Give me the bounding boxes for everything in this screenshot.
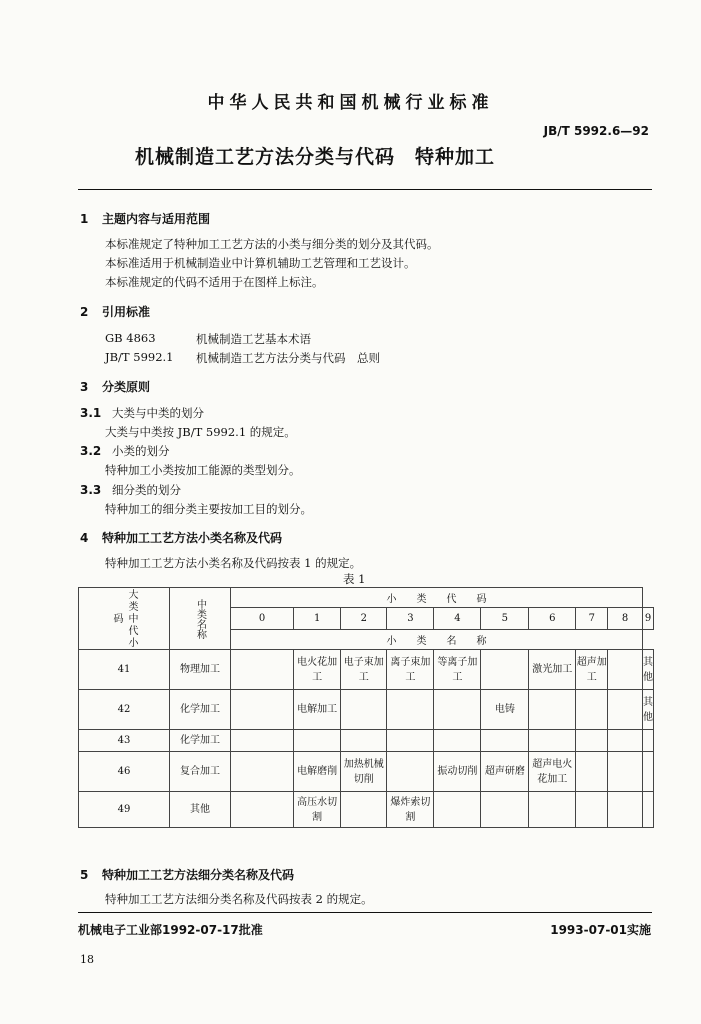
subclass-cell bbox=[434, 690, 481, 730]
row-code: 42 bbox=[79, 690, 170, 730]
subclass-cell bbox=[231, 752, 294, 792]
row-middle-class-name: 物理加工 bbox=[170, 650, 231, 690]
reference-name: 机械制造工艺方法分类与代码 总则 bbox=[196, 351, 380, 365]
subclass-cell bbox=[341, 792, 387, 828]
subclass-cell bbox=[529, 730, 576, 752]
standard-category-header: 中华人民共和国机械行业标准 bbox=[207, 93, 494, 113]
subclass-digit: 1 bbox=[294, 608, 341, 630]
subclass-cell: 超声研磨 bbox=[481, 752, 529, 792]
subclass-cell: 电铸 bbox=[481, 690, 529, 730]
subclass-cell: 电解磨削 bbox=[294, 752, 341, 792]
subclass-digit: 4 bbox=[434, 608, 481, 630]
header-middle-class-name: 中类名称 bbox=[170, 588, 231, 650]
subclass-cell bbox=[341, 690, 387, 730]
reference-code: JB/T 5992.1 bbox=[105, 350, 174, 364]
row-code: 46 bbox=[79, 752, 170, 792]
subclass-cell bbox=[434, 792, 481, 828]
subsection-title: 大类与中类的划分 bbox=[112, 406, 204, 420]
subclass-cell: 加热机械切削 bbox=[341, 752, 387, 792]
subclass-digit: 7 bbox=[576, 608, 608, 630]
paragraph: 本标准规定了特种加工工艺方法的小类与细分类的划分及其代码。 bbox=[105, 237, 439, 251]
paragraph: 本标准规定的代码不适用于在图样上标注。 bbox=[105, 275, 324, 289]
subclass-digit: 2 bbox=[341, 608, 387, 630]
row-code: 49 bbox=[79, 792, 170, 828]
subclass-cell bbox=[576, 752, 608, 792]
subsection-title: 细分类的划分 bbox=[112, 483, 181, 497]
paragraph: 大类与中类按 JB/T 5992.1 的规定。 bbox=[105, 425, 296, 439]
section-4-heading bbox=[80, 529, 282, 546]
subclass-cell bbox=[341, 730, 387, 752]
subclass-cell bbox=[643, 730, 654, 752]
table-row bbox=[79, 792, 654, 828]
subclass-cell: 激光加工 bbox=[529, 650, 576, 690]
table-1 bbox=[78, 587, 654, 828]
subclass-cell: 振动切削 bbox=[434, 752, 481, 792]
reference-name: 机械制造工艺基本术语 bbox=[196, 332, 311, 346]
subsection-number: 3.2 bbox=[80, 444, 102, 458]
subclass-cell bbox=[481, 650, 529, 690]
paragraph: 特种加工工艺方法小类名称及代码按表 1 的规定。 bbox=[105, 556, 362, 570]
subclass-cell bbox=[576, 690, 608, 730]
row-code: 43 bbox=[79, 730, 170, 752]
section-3-heading bbox=[80, 378, 150, 395]
section-title: 特种加工工艺方法小类名称及代码 bbox=[102, 531, 283, 545]
subclass-cell: 电火花加工 bbox=[294, 650, 341, 690]
subclass-cell bbox=[481, 730, 529, 752]
row-code: 41 bbox=[79, 650, 170, 690]
subclass-cell bbox=[387, 690, 434, 730]
subsection-number: 3.3 bbox=[80, 483, 102, 497]
paragraph: 特种加工工艺方法细分类名称及代码按表 2 的规定。 bbox=[105, 892, 373, 906]
subsection-number: 3.1 bbox=[80, 406, 102, 420]
section-title: 引用标准 bbox=[102, 305, 151, 319]
table-row bbox=[79, 752, 654, 792]
subclass-digit: 0 bbox=[231, 608, 294, 630]
approval-date: 机械电子工业部1992-07-17批准 bbox=[78, 923, 263, 937]
paragraph: 特种加工的细分类主要按加工目的划分。 bbox=[105, 502, 312, 516]
subclass-cell bbox=[481, 792, 529, 828]
subclass-cell bbox=[608, 650, 643, 690]
subclass-cell bbox=[608, 690, 643, 730]
section-number: 1 bbox=[80, 212, 89, 226]
row-middle-class-name: 化学加工 bbox=[170, 690, 231, 730]
header-major-minor-code: 大类中代小码 bbox=[79, 588, 170, 650]
section-title: 分类原则 bbox=[102, 380, 151, 394]
subclass-cell bbox=[529, 690, 576, 730]
section-title: 特种加工工艺方法细分类名称及代码 bbox=[102, 868, 295, 882]
subclass-cell: 电子束加工 bbox=[341, 650, 387, 690]
subsection-title: 小类的划分 bbox=[112, 444, 170, 458]
subclass-cell: 爆炸索切割 bbox=[387, 792, 434, 828]
footer-rule bbox=[78, 912, 652, 913]
subclass-cell: 其他 bbox=[643, 690, 654, 730]
subclass-cell bbox=[434, 730, 481, 752]
section-number: 5 bbox=[80, 868, 89, 882]
subclass-digit: 9 bbox=[643, 608, 654, 630]
section-number: 2 bbox=[80, 305, 89, 319]
table-caption: 表 1 bbox=[343, 572, 366, 586]
subclass-cell bbox=[576, 730, 608, 752]
subclass-cell bbox=[231, 730, 294, 752]
section-2-heading bbox=[80, 303, 150, 320]
subclass-cell bbox=[608, 730, 643, 752]
subsection-3-2-heading bbox=[80, 443, 170, 459]
subclass-cell bbox=[387, 730, 434, 752]
reference-code: GB 4863 bbox=[105, 331, 156, 345]
subclass-cell: 超声加工 bbox=[576, 650, 608, 690]
section-number: 4 bbox=[80, 531, 89, 545]
subclass-cell bbox=[231, 690, 294, 730]
subclass-digit: 6 bbox=[529, 608, 576, 630]
subclass-cell bbox=[608, 792, 643, 828]
page-number: 18 bbox=[80, 953, 94, 966]
section-title: 主题内容与适用范围 bbox=[102, 212, 211, 226]
standard-number: JB/T 5992.6—92 bbox=[543, 124, 649, 138]
document-title: 机械制造工艺方法分类与代码 特种加工 bbox=[135, 146, 496, 168]
table-row bbox=[79, 650, 654, 690]
subclass-cell bbox=[643, 792, 654, 828]
subclass-cell bbox=[529, 792, 576, 828]
subclass-cell bbox=[576, 792, 608, 828]
subsection-3-3-heading bbox=[80, 482, 181, 498]
subclass-cell bbox=[387, 752, 434, 792]
subclass-cell: 高压水切割 bbox=[294, 792, 341, 828]
subclass-cell: 离子束加工 bbox=[387, 650, 434, 690]
subclass-cell bbox=[231, 792, 294, 828]
row-middle-class-name: 化学加工 bbox=[170, 730, 231, 752]
row-middle-class-name: 其他 bbox=[170, 792, 231, 828]
header-subclass-code: 小 类 代 码 bbox=[231, 588, 643, 608]
subclass-cell bbox=[231, 650, 294, 690]
subclass-cell: 等离子加工 bbox=[434, 650, 481, 690]
implementation-date: 1993-07-01实施 bbox=[550, 923, 651, 937]
table-row bbox=[79, 690, 654, 730]
paragraph: 本标准适用于机械制造业中计算机辅助工艺管理和工艺设计。 bbox=[105, 256, 416, 270]
section-5-heading bbox=[80, 866, 294, 883]
subsection-3-1-heading bbox=[80, 405, 204, 421]
table-row bbox=[79, 730, 654, 752]
subclass-cell bbox=[294, 730, 341, 752]
subclass-digit: 8 bbox=[608, 608, 643, 630]
subclass-digit: 5 bbox=[481, 608, 529, 630]
paragraph: 特种加工小类按加工能源的类型划分。 bbox=[105, 463, 301, 477]
subclass-cell: 超声电火花加工 bbox=[529, 752, 576, 792]
row-middle-class-name: 复合加工 bbox=[170, 752, 231, 792]
subclass-digit: 3 bbox=[387, 608, 434, 630]
subclass-cell bbox=[608, 752, 643, 792]
subclass-cell: 其他 bbox=[643, 650, 654, 690]
title-rule bbox=[78, 189, 652, 190]
section-number: 3 bbox=[80, 380, 89, 394]
subclass-cell bbox=[643, 752, 654, 792]
header-subclass-name: 小 类 名 称 bbox=[231, 630, 643, 650]
section-1-heading bbox=[80, 210, 210, 227]
subclass-cell: 电解加工 bbox=[294, 690, 341, 730]
